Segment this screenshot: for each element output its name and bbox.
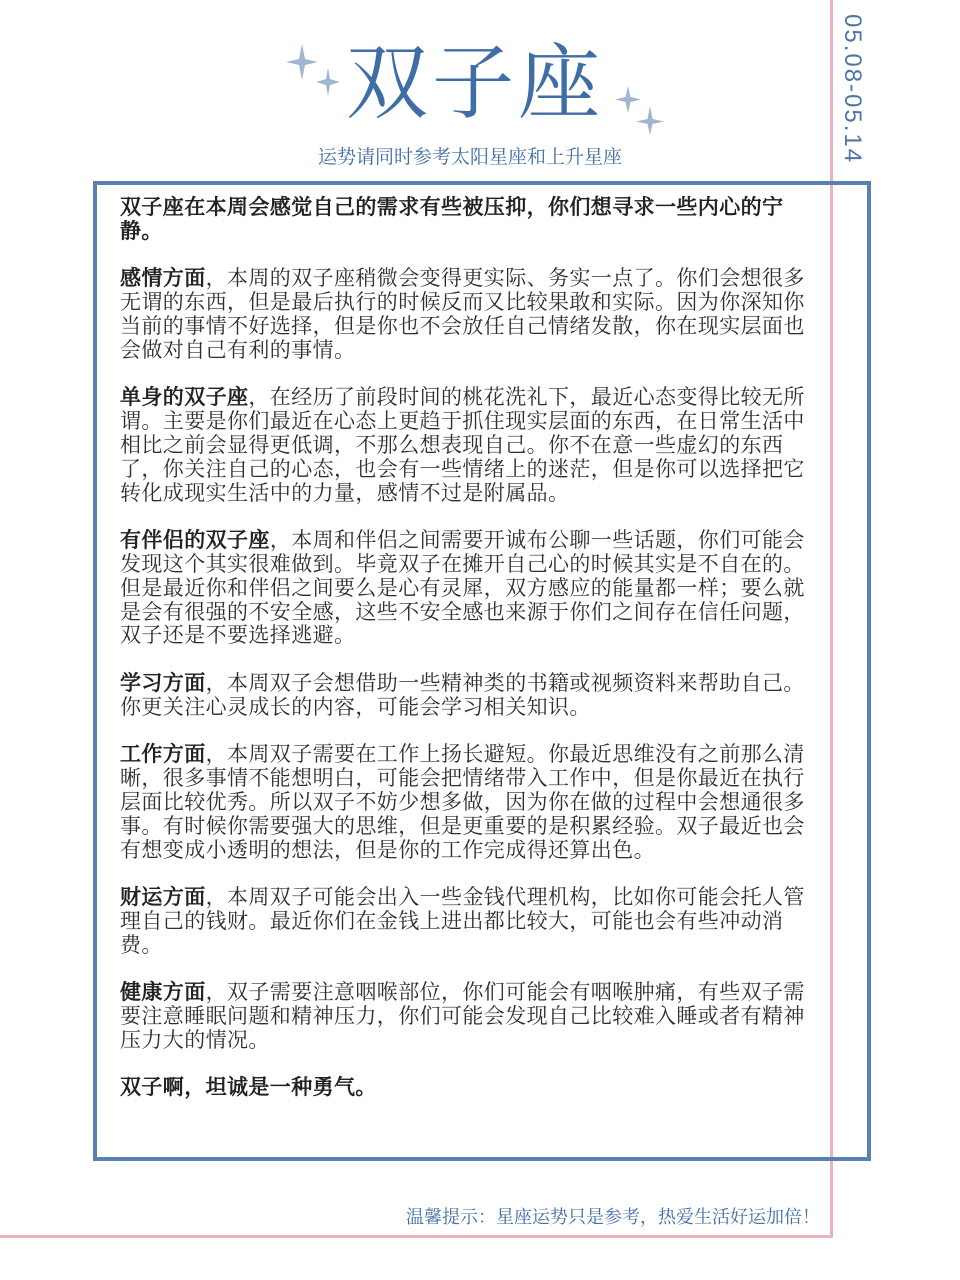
section-heading: 有伴侣的双子座: [120, 528, 270, 553]
date-range: 05.08-05.14: [839, 14, 866, 165]
section-study: [120, 672, 820, 720]
section-heading: 单身的双子座: [120, 385, 249, 410]
pink-horizontal-line: [0, 1235, 833, 1238]
closing-paragraph: 双子啊，坦诚是一种勇气。: [120, 1075, 377, 1100]
section-body: ，本周双子需要在工作上扬长避短。你最近思维没有之前那么清晰，很多事情不能想明白，可能会把情绪带入工作中，但是你最近在执行层面比较优秀。所以双子不妨少想多做，因为你在做的过程中会想通很多事。有时候你需要强大的思维，但是更重要的是积累经验。双子最近也会有想变成小透明的想法，但是你的工作完成得还算出色。: [120, 742, 805, 862]
page-subtitle: 运势请同时参考太阳星座和上升星座: [317, 146, 622, 168]
section-body: ，本周的双子座稍微会变得更实际、务实一点了。你们会想很多无谓的东西，但是最后执行的时候反而又比较果敢和实际。因为你深知你当前的事情不好选择，但是你也不会放任自己情绪发散，你在现实层面也会做对自己有利的事情。: [120, 266, 805, 362]
section-partnered: [120, 529, 820, 648]
section-body: ，双子需要注意咽喉部位，你们可能会有咽喉肿痛，有些双子需要注意睡眠问题和精神压力，你们可能会发现自己比较难入睡或者有精神压力大的情况。: [120, 980, 805, 1052]
section-body: ，本周双子会想借助一些精神类的书籍或视频资料来帮助自己。你更关注心灵成长的内容，可能会学习相关知识。: [120, 670, 805, 719]
section-work: [120, 743, 820, 862]
section-heading: 学习方面: [120, 670, 206, 695]
section-love: [120, 267, 820, 362]
horoscope-content: [120, 196, 820, 1124]
section-body: ，本周和伴侣之间需要开诚布公聊一些话题，你们可能会发现这个其实很难做到。毕竟双子在摊开自己心的时候其实是不自在的。但是最近你和伴侣之间要么是心有灵犀，双方感应的能量都一样；要么就是会有很强的不安全感，这些不安全感也来源于你们之间存在信任问题，双子还是不要选择逃避。: [120, 528, 805, 648]
intro-paragraph: 双子座在本周会感觉自己的需求有些被压抑，你们想寻求一些内心的宁静。: [120, 195, 784, 243]
section-health: [120, 981, 820, 1052]
section-body: ，本周双子可能会出入一些金钱代理机构，比如你可能会托人管理自己的钱财。最近你们在金钱上进出都比较大，可能也会有些冲动消费。: [120, 885, 805, 957]
section-heading: 健康方面: [120, 980, 206, 1005]
section-heading: 工作方面: [120, 742, 206, 767]
sparkle-star-icon: [614, 84, 666, 136]
section-heading: 感情方面: [120, 266, 206, 291]
section-wealth: [120, 886, 820, 957]
footer-tip: 温馨提示：星座运势只是参考，热爱生活好运加倍！: [406, 1207, 820, 1228]
page-title: 双子座: [345, 36, 604, 131]
section-single: [120, 386, 820, 505]
section-heading: 财运方面: [120, 885, 206, 910]
section-body: ，在经历了前段时间的桃花洗礼下，最近心态变得比较无所谓。主要是你们最近在心态上更趋于抓住现实层面的东西，在日常生活中相比之前会显得更低调，不那么想表现自己。你不在意一些虚幻的东西了，你关注自己的心态，也会有一些情绪上的迷茫，但是你可以选择把它转化成现实生活中的力量，感情不过是附属品。: [120, 385, 805, 505]
